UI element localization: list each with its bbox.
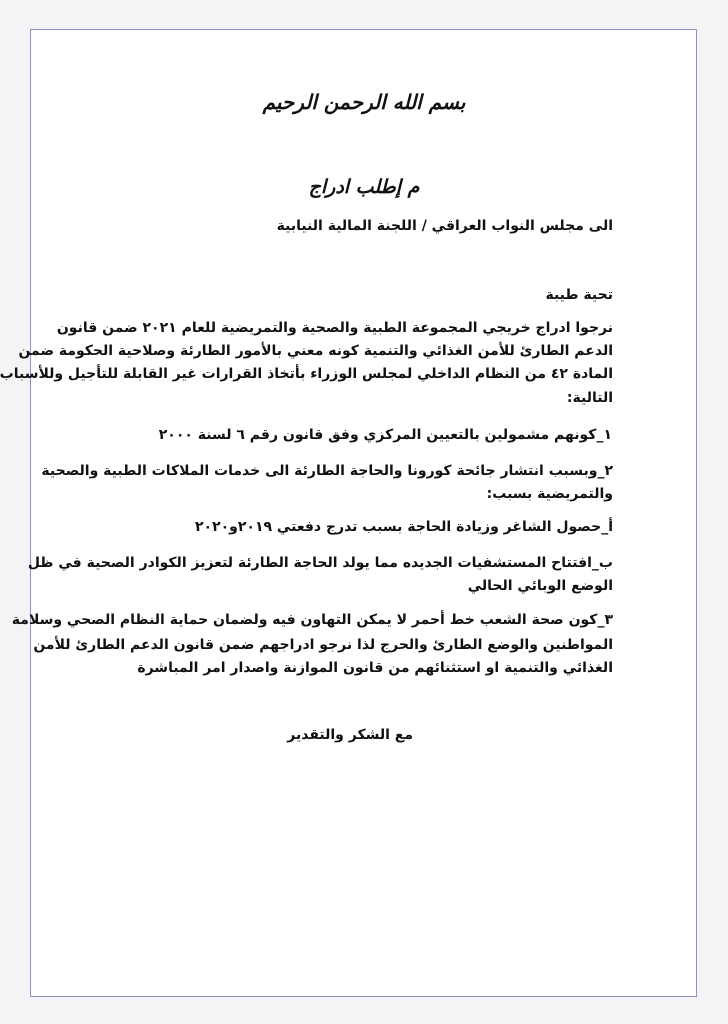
reason-1: ١_كونهم مشمولين بالتعيين المركزي وفق قانون رقم ٦ لسنة ٢٠٠٠ [158, 427, 612, 443]
reason-3-line: ٣_كون صحة الشعب خط أحمر لا يمكن التهاون فيه ولضمان حماية النظام الصحي وسلامة [11, 612, 613, 628]
reason-2a: أ_حصول الشاغر وزيادة الحاجة بسبب تدرج دفعتي ٢٠١٩و٢٠٢٠ [194, 519, 613, 535]
reason-2b-line: الوضع الوبائي الحالي [467, 578, 613, 594]
reason-3-line: المواطنين والوضع الطارئ والحرج لذا نرجو ادراجهم ضمن قانون الدعم الطارئ للأمن [33, 637, 613, 653]
intro-line: نرجوا ادراج خريجي المجموعة الطبية والصحية والتمريضية للعام ٢٠٢١ ضمن قانون [56, 320, 613, 336]
reason-2-line: والتمريضية بسبب: [486, 486, 613, 502]
letter-page [0, 29, 697, 997]
intro-line: المادة ٤٢ من النظام الداخلي لمجلس الوزراء بأتخاذ القرارات غير القابلة للتأجيل وللأسباب [0, 366, 613, 382]
greeting: تحية طيبة [545, 287, 613, 303]
reason-2-line: ٢_وبسبب انتشار جائحة كورونا والحاجة الطارئة الى خدمات الملاكات الطبية والصحية [41, 463, 613, 479]
intro-line: الدعم الطارئ للأمن الغذائي والتنمية كونه معني بالأمور الطارئة وصلاحية الحكومة ضمن [18, 343, 613, 359]
basmala: بسم الله الرحمن الرحيم [262, 90, 466, 114]
reason-3-line: الغذائي والتنمية او استثنائهم من قانون الموازنة واصدار امر المباشرة [137, 660, 613, 676]
closing: مع الشكر والتقدير [287, 727, 413, 743]
recipient-line: الى مجلس النواب العراقي / اللجنة المالية النيابية [276, 218, 613, 234]
reason-2b-line: ب_افتتاح المستشفيات الجديده مما يولد الحاجة الطارئة لتعزيز الكوادر الصحية في ظل [27, 555, 613, 571]
intro-line: التالية: [566, 390, 613, 406]
letter-subject: م إطلب ادراج [308, 176, 420, 198]
